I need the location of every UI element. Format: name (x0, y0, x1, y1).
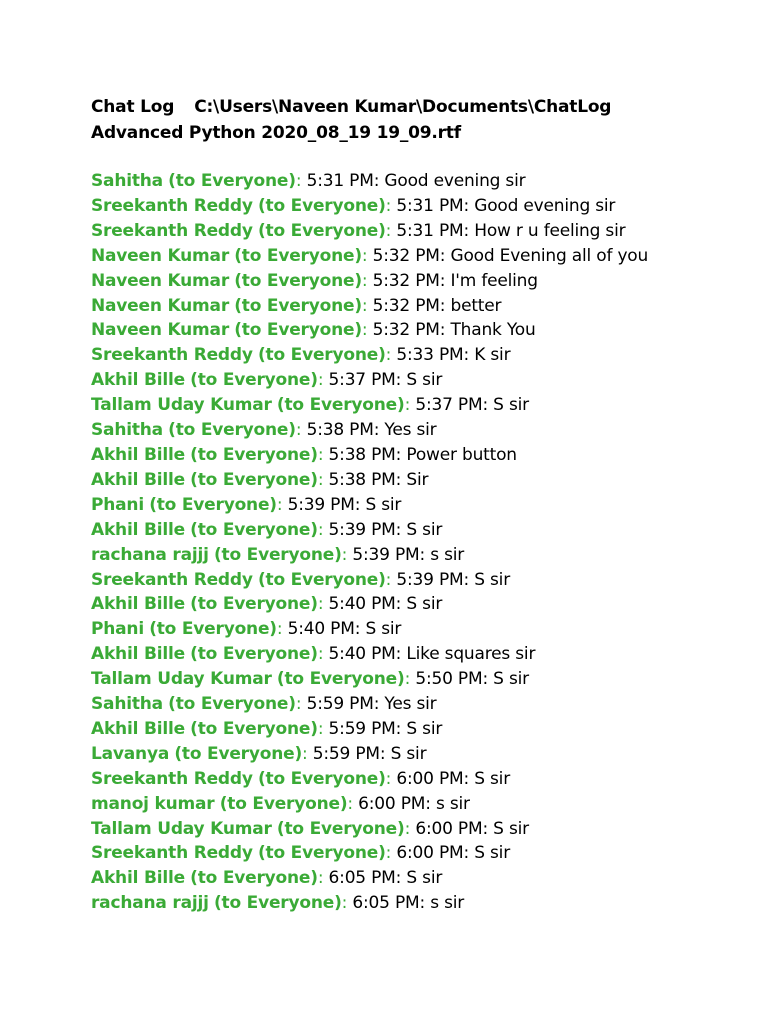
chat-message: Sreekanth Reddy (to Everyone): 5:31 PM: How r u feeling sir (91, 220, 626, 241)
message-recipient: (to Everyone) (234, 320, 362, 341)
message-text: S sir (474, 768, 510, 789)
message-recipient: (to Everyone) (168, 694, 296, 715)
message-time: 5:32 PM (372, 320, 440, 341)
message-time: 5:31 PM (396, 220, 464, 241)
message-text: Yes sir (384, 420, 437, 441)
message-recipient: (to Everyone) (149, 494, 277, 515)
message-sender: rachana rajjj (91, 893, 209, 914)
message-time: 5:31 PM (306, 171, 374, 191)
message-time: 6:05 PM (328, 868, 396, 889)
message-text: s sir (430, 544, 465, 565)
message-text: S sir (365, 494, 402, 515)
message-sender: Akhil Bille (91, 444, 185, 465)
message-sender: Sreekanth Reddy (91, 195, 253, 216)
message-time: 5:32 PM (372, 245, 440, 266)
document-title (91, 94, 681, 146)
message-sender: Naveen Kumar (91, 245, 230, 266)
message-recipient: (to Everyone) (190, 644, 318, 665)
message-time: 5:39 PM (328, 519, 396, 540)
message-text: How r u feeling sir (474, 220, 626, 241)
chat-message: Tallam Uday Kumar (to Everyone): 5:50 PM: S sir (91, 669, 529, 690)
message-recipient: (to Everyone) (257, 843, 386, 864)
message-sender: Tallam Uday Kumar (91, 669, 272, 690)
message-sender: Sahitha (91, 420, 163, 441)
message-recipient: (to Everyone) (213, 893, 342, 914)
message-recipient: (to Everyone) (190, 594, 318, 615)
chat-message: Akhil Bille (to Everyone): 5:59 PM: S sir (91, 718, 443, 739)
chat-message: Akhil Bille (to Everyone): 5:38 PM: Power button (91, 444, 517, 465)
chat-message: Sahitha (to Everyone): 5:38 PM: Yes sir (91, 420, 437, 441)
message-time: 5:40 PM (328, 644, 396, 665)
message-time: 5:37 PM (415, 395, 483, 416)
message-sender: Akhil Bille (91, 594, 185, 615)
message-text: I'm feeling (450, 270, 538, 291)
title-label: Chat Log (91, 97, 175, 117)
message-recipient: (to Everyone) (234, 270, 362, 291)
message-recipient: (to Everyone) (276, 818, 405, 839)
message-recipient: (to Everyone) (257, 220, 386, 241)
message-recipient: (to Everyone) (168, 420, 296, 441)
message-sender: Akhil Bille (91, 644, 185, 665)
message-text: S sir (493, 669, 529, 690)
message-text: S sir (365, 619, 402, 640)
message-time: 5:38 PM (328, 444, 396, 465)
message-time: 5:37 PM (328, 370, 396, 391)
message-text: S sir (406, 594, 443, 615)
chat-message: Naveen Kumar (to Everyone): 5:32 PM: Good Evening all of you (91, 245, 649, 266)
message-text: Thank You (450, 320, 536, 341)
message-sender: Sreekanth Reddy (91, 220, 253, 241)
message-sender: Akhil Bille (91, 519, 185, 540)
message-time: 5:31 PM (396, 195, 464, 216)
chat-message: Sreekanth Reddy (to Everyone): 5:33 PM: K sir (91, 345, 511, 366)
message-sender: Sahitha (91, 694, 163, 715)
message-time: 6:00 PM (358, 793, 426, 814)
message-recipient: (to Everyone) (190, 469, 318, 490)
message-text: S sir (474, 569, 510, 590)
message-time: 5:50 PM (415, 669, 483, 690)
message-time: 5:39 PM (287, 494, 355, 515)
message-recipient: (to Everyone) (190, 868, 318, 889)
chat-message: Akhil Bille (to Everyone): 5:39 PM: S sir (91, 519, 443, 540)
message-sender: Tallam Uday Kumar (91, 818, 272, 839)
chat-message: Akhil Bille (to Everyone): 6:05 PM: S sir (91, 868, 443, 889)
message-recipient: (to Everyone) (174, 743, 303, 764)
message-recipient: (to Everyone) (219, 793, 348, 814)
message-text: Good evening sir (384, 171, 526, 191)
message-text: S sir (493, 818, 529, 839)
file-path: C:\Users\Naveen Kumar\Documents\ChatLog Advanced Python 2020_08_19 19_09.rtf (91, 97, 612, 143)
message-sender: Sreekanth Reddy (91, 569, 253, 590)
message-text: S sir (474, 843, 510, 864)
message-text: S sir (406, 868, 443, 889)
message-text: S sir (406, 370, 443, 391)
message-sender: Sahitha (91, 171, 163, 191)
message-sender: Phani (91, 619, 144, 640)
chat-message: Sahitha (to Everyone): 5:59 PM: Yes sir (91, 694, 437, 715)
message-recipient: (to Everyone) (234, 245, 362, 266)
message-time: 5:38 PM (306, 420, 374, 441)
message-time: 5:40 PM (287, 619, 355, 640)
message-recipient: (to Everyone) (190, 519, 318, 540)
chat-message: Akhil Bille (to Everyone): 5:40 PM: S sir (91, 594, 443, 615)
message-recipient: (to Everyone) (168, 171, 296, 191)
message-text: S sir (390, 743, 427, 764)
message-sender: rachana rajjj (91, 544, 209, 565)
message-time: 5:32 PM (372, 295, 440, 316)
message-sender: Akhil Bille (91, 370, 185, 391)
message-text: Like squares sir (406, 644, 536, 665)
message-time: 5:39 PM (396, 569, 464, 590)
message-sender: Naveen Kumar (91, 270, 230, 291)
message-time: 6:00 PM (415, 818, 483, 839)
message-text: s sir (435, 793, 470, 814)
message-recipient: (to Everyone) (257, 768, 386, 789)
message-text: S sir (406, 718, 443, 739)
document-page (91, 94, 731, 916)
message-time: 5:33 PM (396, 345, 464, 366)
message-recipient: (to Everyone) (190, 444, 318, 465)
chat-message: Akhil Bille (to Everyone): 5:40 PM: Like squares sir (91, 644, 536, 665)
message-time: 6:05 PM (352, 893, 420, 914)
message-recipient: (to Everyone) (257, 195, 386, 216)
message-text: Good evening sir (474, 195, 616, 216)
message-sender: Tallam Uday Kumar (91, 395, 272, 416)
message-text: s sir (430, 893, 465, 914)
message-time: 5:59 PM (328, 718, 396, 739)
chat-message: Akhil Bille (to Everyone): 5:38 PM: Sir (91, 469, 429, 490)
message-sender: Naveen Kumar (91, 295, 230, 316)
chat-message: Sahitha (to Everyone): 5:31 PM: Good evening sir (91, 171, 526, 191)
message-sender: Akhil Bille (91, 718, 185, 739)
message-recipient: (to Everyone) (257, 345, 386, 366)
message-recipient: (to Everyone) (190, 718, 318, 739)
message-time: 6:00 PM (396, 843, 464, 864)
chat-message: rachana rajjj (to Everyone): 5:39 PM: s sir (91, 544, 465, 565)
chat-message: Phani (to Everyone): 5:40 PM: S sir (91, 619, 402, 640)
message-sender: manoj kumar (91, 793, 215, 814)
message-text: Yes sir (384, 694, 437, 715)
message-text: Sir (406, 469, 429, 490)
message-recipient: (to Everyone) (234, 295, 362, 316)
message-text: Power button (406, 444, 517, 465)
message-time: 5:38 PM (328, 469, 396, 490)
message-text: K sir (474, 345, 511, 366)
chat-message: Sreekanth Reddy (to Everyone): 5:39 PM: S sir (91, 569, 510, 590)
message-sender: Akhil Bille (91, 469, 185, 490)
chat-message: Lavanya (to Everyone): 5:59 PM: S sir (91, 743, 427, 764)
message-sender: Lavanya (91, 743, 170, 764)
message-sender: Akhil Bille (91, 868, 185, 889)
message-text: Good Evening all of you (450, 245, 649, 266)
chat-message: Naveen Kumar (to Everyone): 5:32 PM: Thank You (91, 320, 536, 341)
message-time: 6:00 PM (396, 768, 464, 789)
message-sender: Sreekanth Reddy (91, 843, 253, 864)
message-recipient: (to Everyone) (276, 669, 405, 690)
chat-message: manoj kumar (to Everyone): 6:00 PM: s sir (91, 793, 470, 814)
message-recipient: (to Everyone) (276, 395, 405, 416)
message-recipient: (to Everyone) (190, 370, 318, 391)
message-time: 5:39 PM (352, 544, 420, 565)
message-recipient: (to Everyone) (257, 569, 386, 590)
chat-message: Sreekanth Reddy (to Everyone): 6:00 PM: S sir (91, 843, 510, 864)
chat-message: Sreekanth Reddy (to Everyone): 5:31 PM: Good evening sir (91, 195, 616, 216)
chat-message: Tallam Uday Kumar (to Everyone): 5:37 PM: S sir (91, 395, 529, 416)
chat-message: Sreekanth Reddy (to Everyone): 6:00 PM: S sir (91, 768, 510, 789)
message-sender: Naveen Kumar (91, 320, 230, 341)
chat-log (91, 169, 731, 916)
message-sender: Phani (91, 494, 144, 515)
message-time: 5:40 PM (328, 594, 396, 615)
message-recipient: (to Everyone) (149, 619, 277, 640)
chat-message: Tallam Uday Kumar (to Everyone): 6:00 PM: S sir (91, 818, 529, 839)
chat-message: Phani (to Everyone): 5:39 PM: S sir (91, 494, 402, 515)
message-text: better (450, 295, 502, 316)
message-sender: Sreekanth Reddy (91, 345, 253, 366)
chat-message: Naveen Kumar (to Everyone): 5:32 PM: better (91, 295, 502, 316)
chat-message: Naveen Kumar (to Everyone): 5:32 PM: I'm feeling (91, 270, 538, 291)
message-time: 5:59 PM (312, 743, 380, 764)
message-time: 5:59 PM (306, 694, 374, 715)
message-text: S sir (406, 519, 443, 540)
message-sender: Sreekanth Reddy (91, 768, 253, 789)
message-recipient: (to Everyone) (213, 544, 342, 565)
chat-message: Akhil Bille (to Everyone): 5:37 PM: S sir (91, 370, 443, 391)
chat-message: rachana rajjj (to Everyone): 6:05 PM: s sir (91, 893, 465, 914)
message-time: 5:32 PM (372, 270, 440, 291)
message-text: S sir (493, 395, 529, 416)
